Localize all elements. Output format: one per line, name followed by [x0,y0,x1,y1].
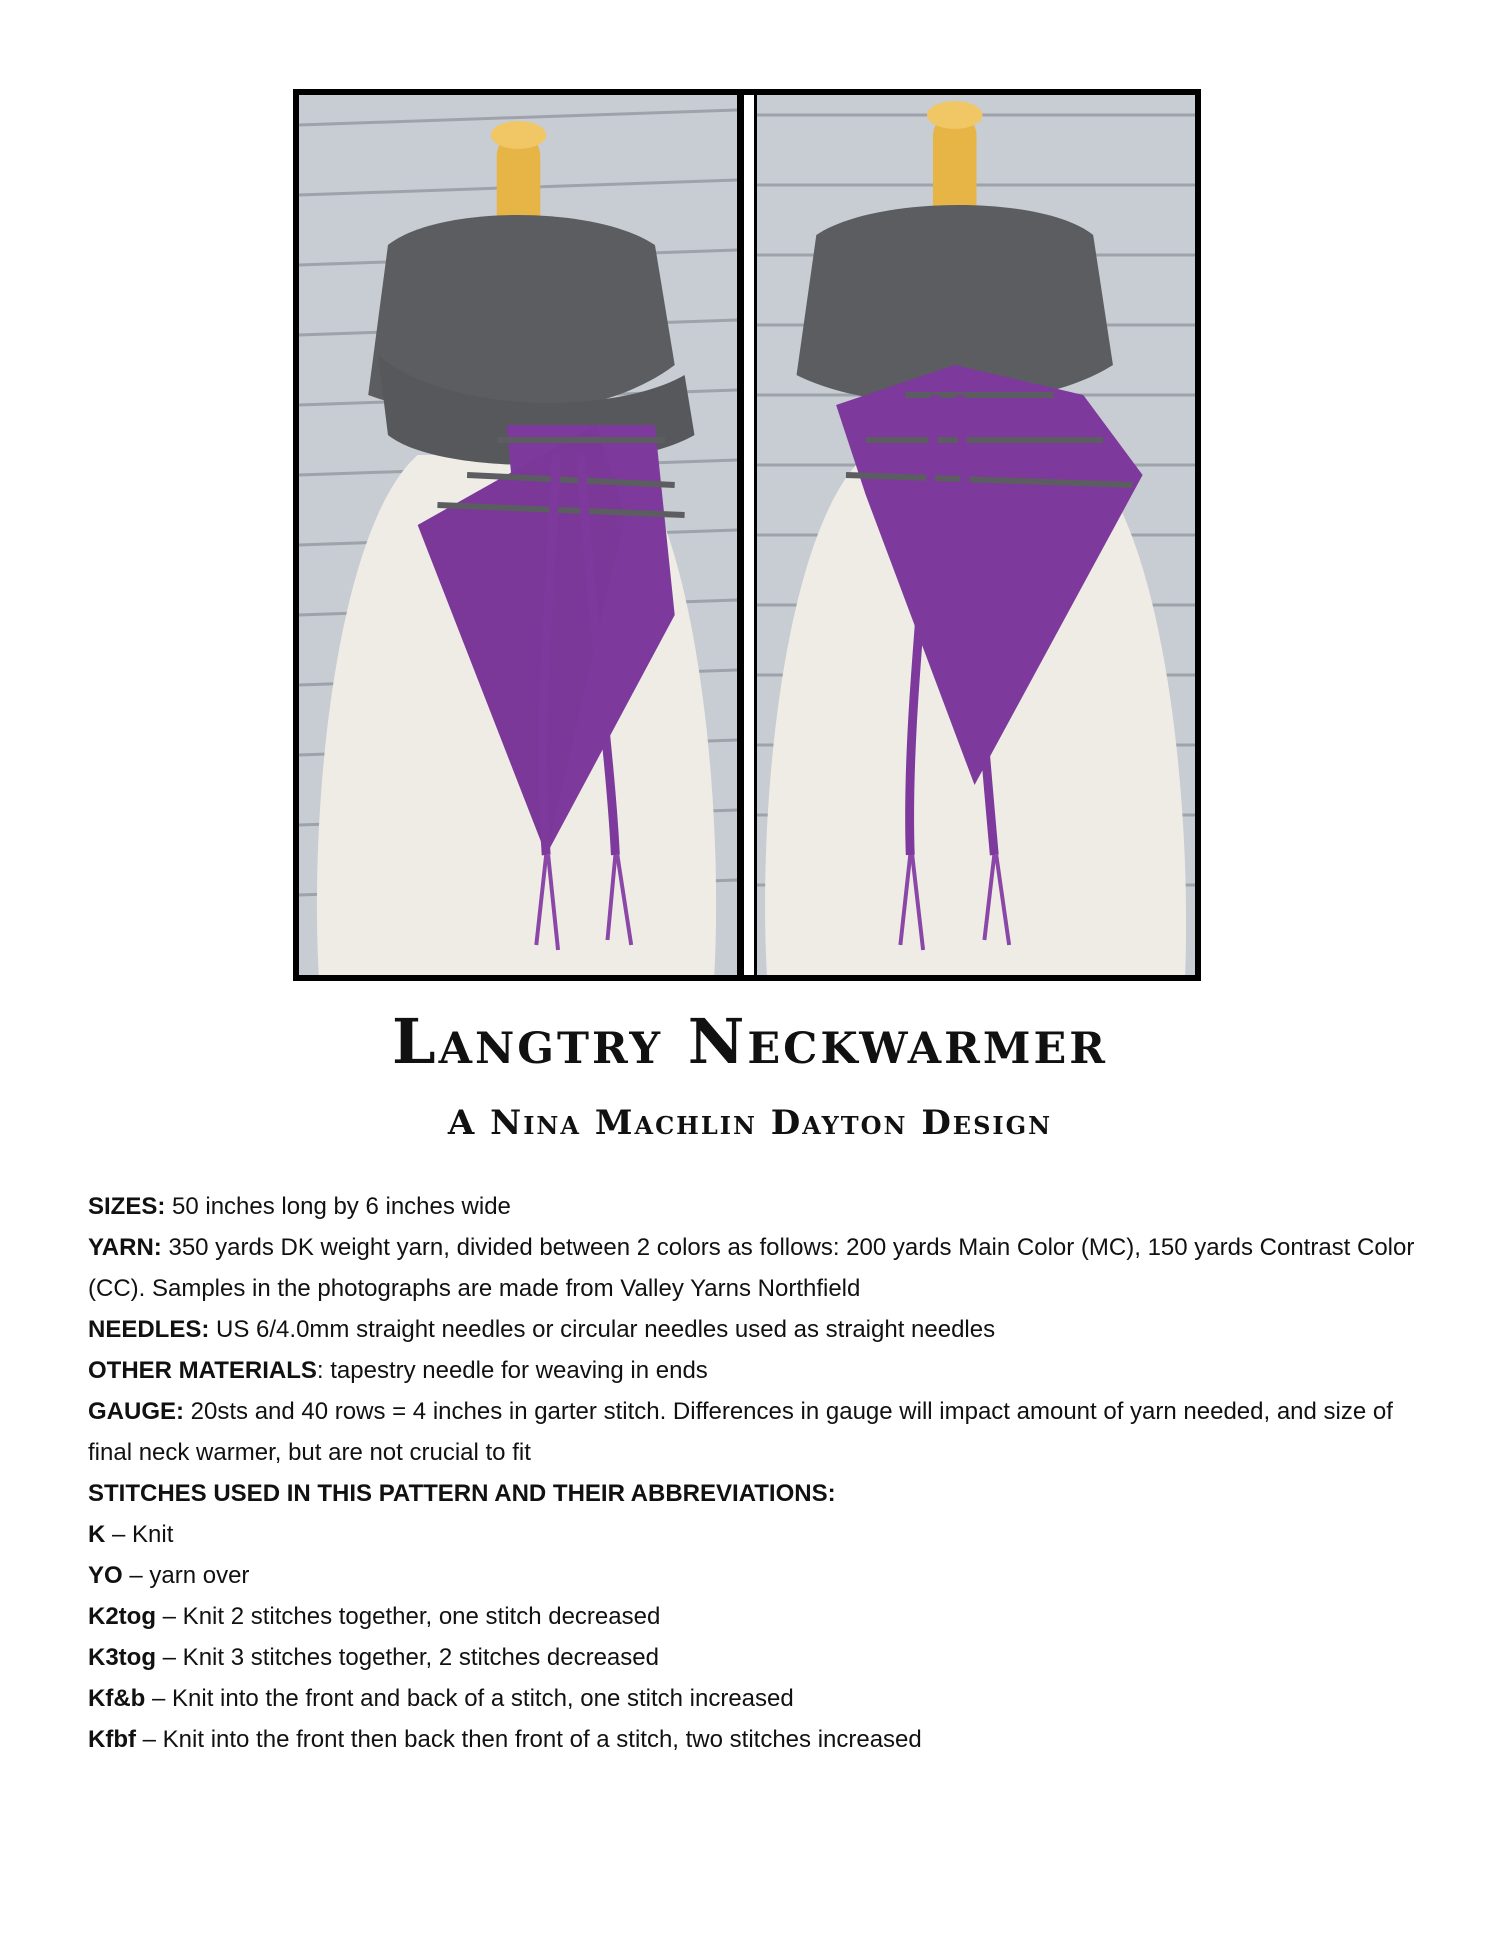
spec-gauge: GAUGE: 20sts and 40 rows = 4 inches in garter stitch. Differences in gauge will impact amount of yarn needed, and size of final neck warmer, but are not crucial to fit [88,1398,1393,1466]
abbr-k: K – Knit [88,1521,174,1548]
page-title: Langtry Neckwarmer [392,1005,1108,1078]
neckwarmer-photo-right [757,95,1195,975]
abbr-k2tog: K2tog – Knit 2 stitches together, one stitch decreased [88,1603,661,1630]
spec-other-materials: OTHER MATERIALS: tapestry needle for weaving in ends [88,1357,708,1384]
abbr-yo: YO – yarn over [88,1562,250,1589]
photo-divider [744,95,754,975]
photo-frame [293,89,1201,981]
page-subtitle: A Nina Machlin Dayton Design [447,1103,1053,1143]
abbr-k3tog: K3tog – Knit 3 stitches together, 2 stitches decreased [88,1644,659,1671]
spec-needles: NEEDLES: US 6/4.0mm straight needles or circular needles used as straight needles [88,1316,996,1343]
abbr-kfbf: Kfbf – Knit into the front then back then front of a stitch, two stitches increased [88,1726,922,1753]
neckwarmer-photo-left [299,95,737,975]
pattern-specs [88,1186,1418,1760]
photo-left [299,95,737,975]
spec-yarn: YARN: 350 yards DK weight yarn, divided between 2 colors as follows: 200 yards Main Color (MC), 150 yards Contrast Color (CC). Samples in the photographs are made from Valley Yarns Northfield [88,1234,1415,1302]
photo-right [757,95,1195,975]
spec-sizes: SIZES: 50 inches long by 6 inches wide [88,1193,511,1220]
abbr-kfb: Kf&b – Knit into the front and back of a stitch, one stitch increased [88,1685,794,1712]
spec-stitches-heading: STITCHES USED IN THIS PATTERN AND THEIR ABBREVIATIONS: [88,1480,836,1507]
